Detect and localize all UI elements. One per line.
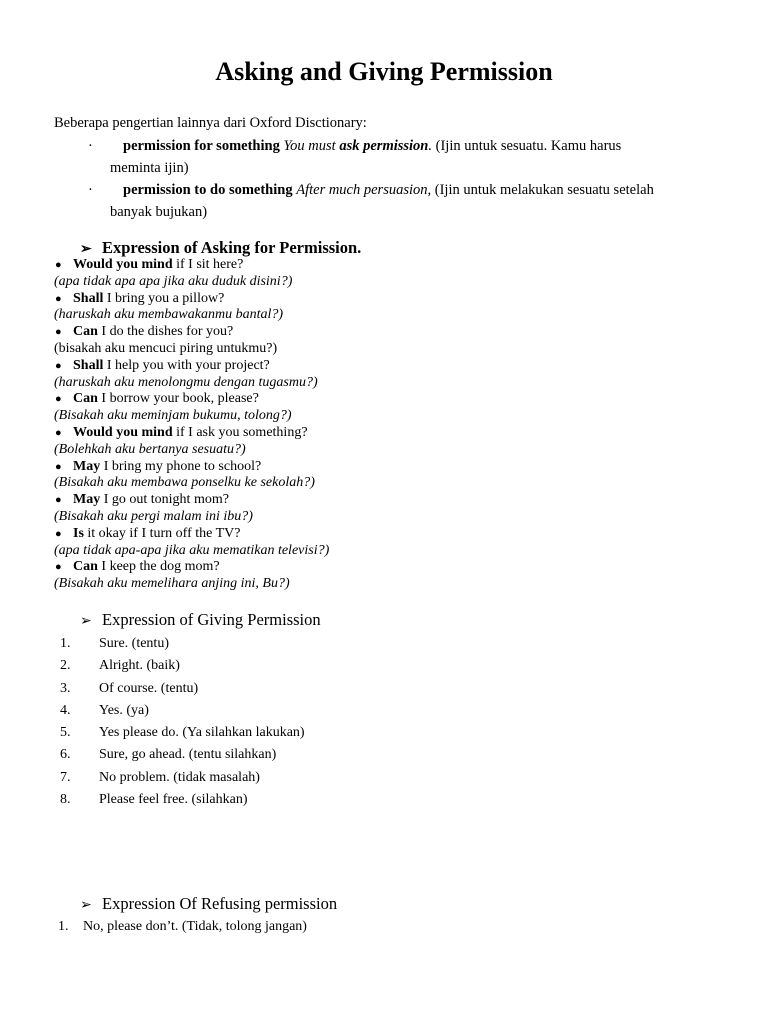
arrow-bullet-icon: ➢ (80, 898, 92, 913)
giving-item (60, 789, 305, 811)
asking-question (54, 559, 674, 576)
asking-question (54, 526, 674, 543)
item-text: Yes. (ya) (99, 702, 149, 718)
asking-question (54, 257, 674, 274)
asking-translation: (bisakah aku mencuci piring untukmu?) (54, 340, 278, 356)
refusing-item (58, 918, 307, 936)
arrow-bullet-icon: ➢ (80, 614, 92, 629)
asking-heading: ➢ Expression of Asking for Permission. (80, 238, 361, 260)
asking-question (54, 425, 674, 442)
bullet-dot-icon: ● (55, 292, 62, 305)
asking-question (54, 291, 674, 308)
asking-question (54, 492, 674, 509)
question-keyword: May (73, 492, 101, 508)
bullet-dot-icon: ● (55, 326, 62, 339)
asking-question (54, 391, 674, 408)
giving-item (60, 744, 305, 766)
question-text: if I ask you something? (172, 424, 308, 440)
definition-term: permission for something (123, 138, 280, 154)
giving-heading: ➢ Expression of Giving Permission (80, 610, 321, 632)
definition-gloss: (Ijin untuk melakukan sesuatu setelah (431, 182, 654, 198)
giving-item (60, 722, 305, 744)
item-text: Sure. (tentu) (99, 636, 169, 651)
asking-translation: (Bisakah aku membawa ponselku ke sekolah?) (54, 475, 315, 491)
item-number: 4. (60, 702, 71, 718)
definition-1 (88, 135, 708, 179)
item-number: 1. (60, 636, 71, 651)
question-text: I bring my phone to school? (100, 458, 262, 474)
question-text: I bring you a pillow? (103, 290, 225, 306)
bullet-dot-icon: ● (55, 359, 62, 372)
item-text: No problem. (tidak masalah) (99, 769, 260, 785)
asking-translation: (Bisakah aku meminjam bukumu, tolong?) (54, 408, 292, 424)
asking-translation: (Bisakah aku pergi malam ini ibu?) (54, 508, 253, 524)
bullet-dot-icon: ● (55, 494, 62, 507)
definition-gloss-cont: meminta ijin) (110, 160, 189, 176)
item-number: 6. (60, 747, 71, 763)
bullet-dot-icon: ● (55, 393, 62, 406)
item-number: 2. (60, 658, 71, 674)
definition-gloss: (Ijin untuk sesuatu. Kamu harus (432, 138, 622, 154)
definition-bullet: · (88, 182, 93, 198)
definition-term: permission to do something (123, 182, 293, 198)
item-text: Of course. (tentu) (99, 680, 199, 696)
question-text: I help you with your project? (103, 357, 270, 373)
giving-list (60, 633, 305, 811)
giving-item (60, 700, 305, 722)
bullet-dot-icon: ● (55, 527, 62, 540)
giving-item (60, 655, 305, 677)
question-text: I borrow your book, please? (97, 391, 259, 407)
item-number: 5. (60, 725, 71, 741)
question-keyword: Is (73, 525, 84, 541)
bullet-dot-icon: ● (55, 426, 62, 439)
asking-translation: (haruskah aku menolongmu dengan tugasmu?) (54, 374, 318, 390)
question-text: I do the dishes for you? (97, 324, 234, 340)
refusing-list (58, 918, 307, 936)
bullet-dot-icon: ● (55, 460, 62, 473)
giving-item (60, 767, 305, 789)
asking-list (54, 257, 674, 593)
asking-translation: (apa tidak apa apa jika aku duduk disini?) (54, 273, 293, 289)
item-text: No, please don’t. (Tidak, tolong jangan) (83, 919, 307, 934)
item-text: Alright. (baik) (99, 658, 180, 674)
question-keyword: Shall (73, 290, 104, 306)
refusing-heading: ➢ Expression Of Refusing permission (80, 894, 337, 916)
asking-translation: (Bolehkah aku bertanya sesuatu?) (54, 441, 246, 457)
asking-translation: (haruskah aku membawakanmu bantal?) (54, 307, 284, 323)
question-keyword: Can (73, 559, 98, 575)
asking-question (54, 459, 674, 476)
question-keyword: Can (73, 324, 98, 340)
page-title: Asking and Giving Permission (215, 57, 553, 86)
asking-translation: (apa tidak apa-apa jika aku mematikan televisi?) (54, 542, 330, 558)
definition-gloss-cont: banyak bujukan) (110, 204, 208, 220)
item-number: 8. (60, 792, 71, 808)
item-text: Please feel free. (silahkan) (99, 792, 248, 808)
asking-question (54, 324, 674, 341)
definition-example: You must ask permission. (283, 138, 433, 154)
asking-question (54, 358, 674, 375)
item-number: 1. (58, 919, 69, 934)
bullet-dot-icon: ● (55, 561, 62, 574)
item-text: Yes please do. (Ya silahkan lakukan) (99, 725, 305, 741)
giving-item (60, 633, 305, 655)
giving-item (60, 678, 305, 700)
question-text: I keep the dog mom? (97, 559, 220, 575)
bullet-dot-icon: ● (55, 259, 62, 271)
arrow-bullet-icon: ➢ (80, 242, 92, 257)
item-text: Sure, go ahead. (tentu silahkan) (99, 747, 277, 763)
intro-text: Beberapa pengertian lainnya dari Oxford Disctionary: (54, 115, 367, 131)
question-keyword: May (73, 458, 101, 474)
definition-bullet: · (88, 138, 93, 154)
definition-example: After much persuasion, (296, 182, 432, 198)
question-text: if I sit here? (172, 257, 244, 272)
item-number: 7. (60, 769, 71, 785)
question-keyword: Would you mind (73, 257, 173, 272)
item-number: 3. (60, 680, 71, 696)
question-text: I go out tonight mom? (100, 492, 229, 508)
question-keyword: Would you mind (73, 424, 173, 440)
definition-2 (88, 179, 708, 223)
asking-translation: (Bisakah aku memelihara anjing ini, Bu?) (54, 576, 290, 592)
question-text: it okay if I turn off the TV? (83, 525, 241, 541)
question-keyword: Shall (73, 357, 104, 373)
question-keyword: Can (73, 391, 98, 407)
